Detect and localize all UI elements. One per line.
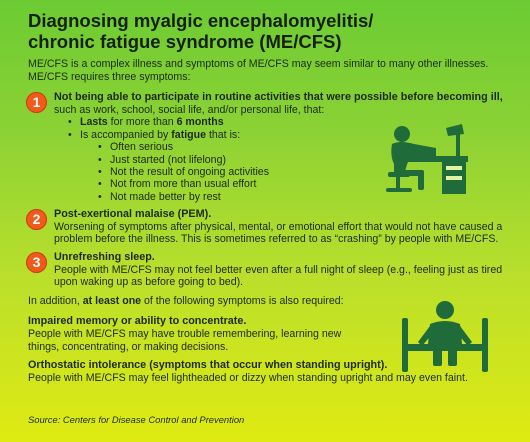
person-sitting-on-bed-icon: [400, 298, 490, 374]
fatigue-item: • Not from more than usual effort: [80, 178, 508, 190]
fatigue-item: • Just started (not lifelong): [80, 154, 508, 166]
title-line-1: Diagnosing myalgic encephalomyelitis/: [28, 10, 374, 31]
addition-post: of the following symptoms is also required:: [141, 294, 344, 307]
number-badge-2: 2: [26, 209, 47, 230]
number-badge-3: 3: [26, 252, 47, 273]
memory-heading: Impaired memory or ability to concentrate.: [28, 315, 247, 328]
lasts-label: Lasts: [80, 116, 108, 129]
symptom-3: [26, 251, 508, 289]
source-note: Source: Centers for Disease Control and Prevention: [28, 414, 245, 425]
lasts-mid: for more than: [107, 116, 177, 129]
symptom-1-text: such as work, school, social life, and/or personal life, that:: [54, 103, 325, 116]
symptom-2-text: Worsening of symptoms after physical, mental, or emotional effort that would not have caused a problem before the illness. This is sometimes referred to as “crashing” by people with ME/CFS.: [54, 220, 503, 246]
symptom-2: [26, 208, 508, 246]
orthostatic-heading: Orthostatic intolerance (symptoms that occur when standing upright).: [28, 359, 388, 372]
intro-text: ME/CFS is a complex illness and symptoms of ME/CFS may seem similar to many other illnesses. ME/CFS requires three symptoms:: [28, 58, 489, 83]
page-title: [28, 10, 508, 52]
addition-pre: In addition,: [28, 294, 83, 307]
orthostatic-text: People with ME/CFS may feel lightheaded or dizzy when standing upright and may even faint.: [28, 371, 468, 384]
person-at-desk-icon: [378, 118, 470, 198]
number-badge-1: 1: [26, 92, 47, 113]
fatigue-item: • Not made better by rest: [80, 191, 508, 203]
fatigue-pre: Is accompanied by: [80, 128, 172, 141]
symptom-3-heading: Unrefreshing sleep.: [54, 251, 155, 263]
title-line-2: chronic fatigue syndrome (ME/CFS): [28, 31, 342, 52]
fatigue-item: • Not the result of ongoing activities: [80, 166, 508, 178]
addition-bold: at least one: [82, 294, 142, 307]
fatigue-item: • Often serious: [80, 141, 508, 153]
memory-text: People with ME/CFS may have trouble remembering, learning new things, concentrating, or making decisions.: [28, 327, 342, 353]
symptom-3-text: People with ME/CFS may not feel better even after a full night of sleep (e.g., feeling just as tired upon waking up as before going to bed).: [54, 263, 503, 289]
lasts-duration: 6 months: [176, 116, 224, 129]
fatigue-post: that is:: [206, 128, 241, 141]
symptom-1-heading: Not being able to participate in routine activities that were possible before becoming ill,: [54, 91, 503, 104]
symptom-2-heading: Post-exertional malaise (PEM).: [54, 208, 212, 221]
fatigue-label: fatigue: [171, 128, 207, 141]
